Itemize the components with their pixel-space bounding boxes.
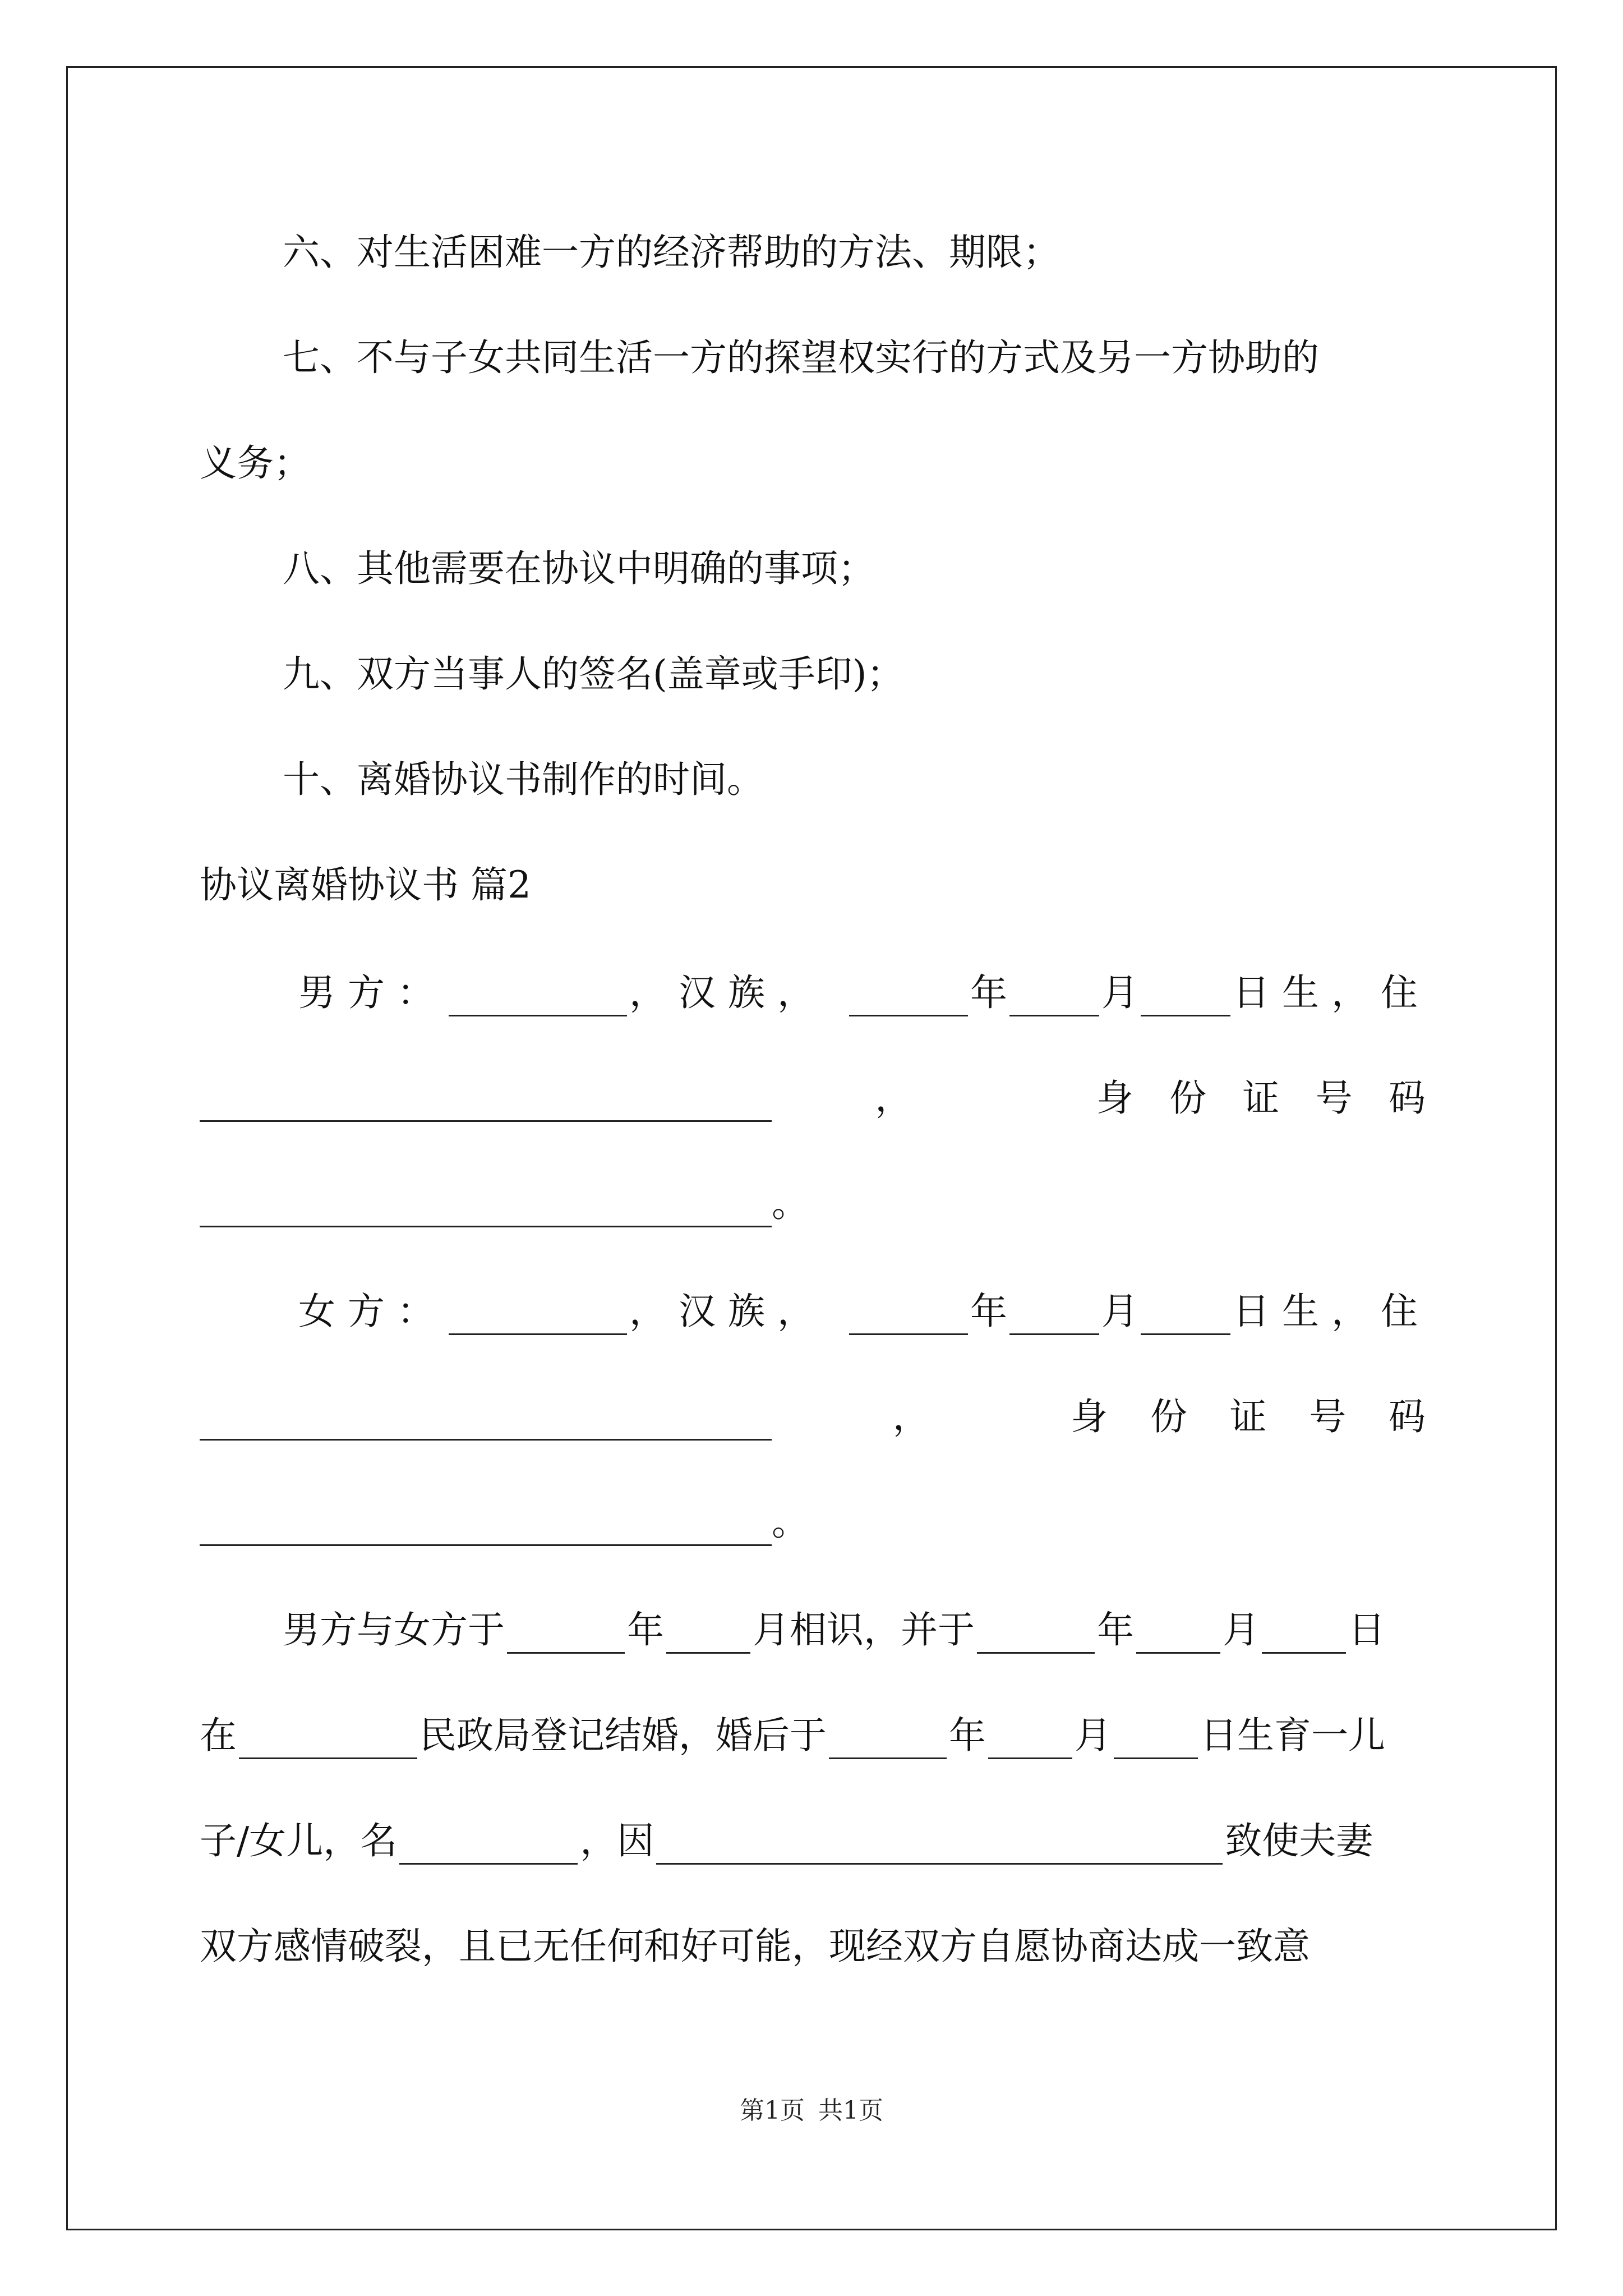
female-id-char: 份 [1150, 1395, 1187, 1438]
para-text: 子/女儿，名 [200, 1819, 398, 1862]
female-ethnic: ，汉族， [629, 1290, 827, 1333]
para-line3 [200, 1818, 1373, 1865]
male-address-blank [200, 1085, 772, 1122]
male-year-blank [849, 980, 968, 1016]
para-text: 日 [1348, 1608, 1385, 1651]
female-id-blank [200, 1510, 772, 1546]
male-id-blank [200, 1191, 772, 1227]
male-comma: ， [875, 1076, 912, 1120]
para-text: 月 [1223, 1608, 1260, 1651]
female-year-label: 年 [970, 1290, 1007, 1333]
page-total: 共1页 [818, 2096, 883, 2125]
para-blank [988, 1723, 1072, 1759]
female-id-char: 身 [1071, 1395, 1108, 1438]
item-eight: 八、其他需要在协议中明确的事项； [283, 547, 875, 590]
female-label: 女方： [298, 1290, 446, 1333]
para-text: 年 [1097, 1608, 1134, 1651]
female-year-blank [849, 1299, 968, 1335]
item-seven-line2: 义务； [200, 441, 311, 485]
section-title: 协议离婚协议书 篇2 [200, 863, 531, 907]
male-month-blank [1009, 980, 1099, 1016]
male-day-born-live: 日生，住 [1233, 971, 1430, 1014]
female-month-label: 月 [1101, 1290, 1138, 1333]
female-id-char: 号 [1309, 1395, 1347, 1438]
para-text: 日生育一儿 [1200, 1714, 1385, 1757]
para-blank [1262, 1617, 1346, 1654]
male-name-blank [449, 980, 627, 1016]
female-day-blank [1141, 1299, 1230, 1335]
female-month-blank [1009, 1299, 1099, 1335]
female-id-line [200, 1499, 809, 1546]
female-info-line [298, 1288, 1430, 1335]
male-id-char: 码 [1388, 1076, 1426, 1120]
para-blank [239, 1723, 417, 1759]
para-text: 男方与女方于 [283, 1608, 505, 1651]
male-id-char: 号 [1315, 1076, 1353, 1120]
para-blank [977, 1617, 1095, 1654]
female-name-blank [449, 1299, 627, 1335]
male-id-end: 。 [772, 1182, 809, 1225]
male-id-line [200, 1180, 809, 1227]
female-id-char: 码 [1388, 1395, 1426, 1438]
para-blank [399, 1828, 578, 1865]
female-address-line [200, 1393, 1426, 1441]
female-id-end: 。 [772, 1501, 809, 1544]
male-address-line [200, 1075, 1426, 1122]
para-blank [829, 1723, 947, 1759]
para-text: 年 [627, 1608, 664, 1651]
item-ten: 十、离婚协议书制作的时间。 [283, 758, 764, 801]
male-ethnic: ，汉族， [629, 971, 827, 1014]
male-month-label: 月 [1101, 971, 1138, 1014]
male-info-line [298, 969, 1430, 1016]
male-id-char: 证 [1242, 1076, 1280, 1120]
para-blank [1136, 1617, 1220, 1654]
para-line1 [283, 1607, 1385, 1654]
para-text: 致使夫妻 [1225, 1819, 1373, 1862]
male-year-label: 年 [970, 971, 1007, 1014]
page-number: 第1页 [740, 2096, 805, 2125]
para-text: 月相识，并于 [753, 1608, 975, 1651]
male-label: 男方： [298, 971, 446, 1014]
para-text: ，因 [580, 1819, 654, 1862]
male-id-char: 身 [1096, 1076, 1133, 1120]
male-day-blank [1141, 980, 1230, 1016]
para-line2 [200, 1712, 1385, 1759]
female-id-char: 证 [1229, 1395, 1267, 1438]
item-seven-line1: 七、不与子女共同生活一方的探望权实行的方式及另一方协助的 [283, 336, 1319, 379]
item-six: 六、对生活困难一方的经济帮助的方法、期限； [283, 231, 1060, 274]
item-nine: 九、双方当事人的签名(盖章或手印)； [283, 652, 904, 696]
para-blank [656, 1828, 1223, 1865]
male-id-char: 份 [1169, 1076, 1207, 1120]
para-line4: 双方感情破裂，且已无任何和好可能，现经双方自愿协商达成一致意 [200, 1925, 1310, 1968]
page-border [66, 66, 1557, 2230]
para-blank [666, 1617, 750, 1654]
page-footer [0, 2095, 1623, 2127]
female-address-blank [200, 1404, 772, 1441]
female-comma: ， [892, 1395, 930, 1438]
para-text: 在 [200, 1714, 237, 1757]
female-day-born-live: 日生，住 [1233, 1290, 1430, 1333]
para-text: 民政局登记结婚，婚后于 [419, 1714, 827, 1757]
para-blank [507, 1617, 625, 1654]
para-text: 年 [949, 1714, 986, 1757]
para-blank [1114, 1723, 1198, 1759]
para-text: 月 [1075, 1714, 1112, 1757]
